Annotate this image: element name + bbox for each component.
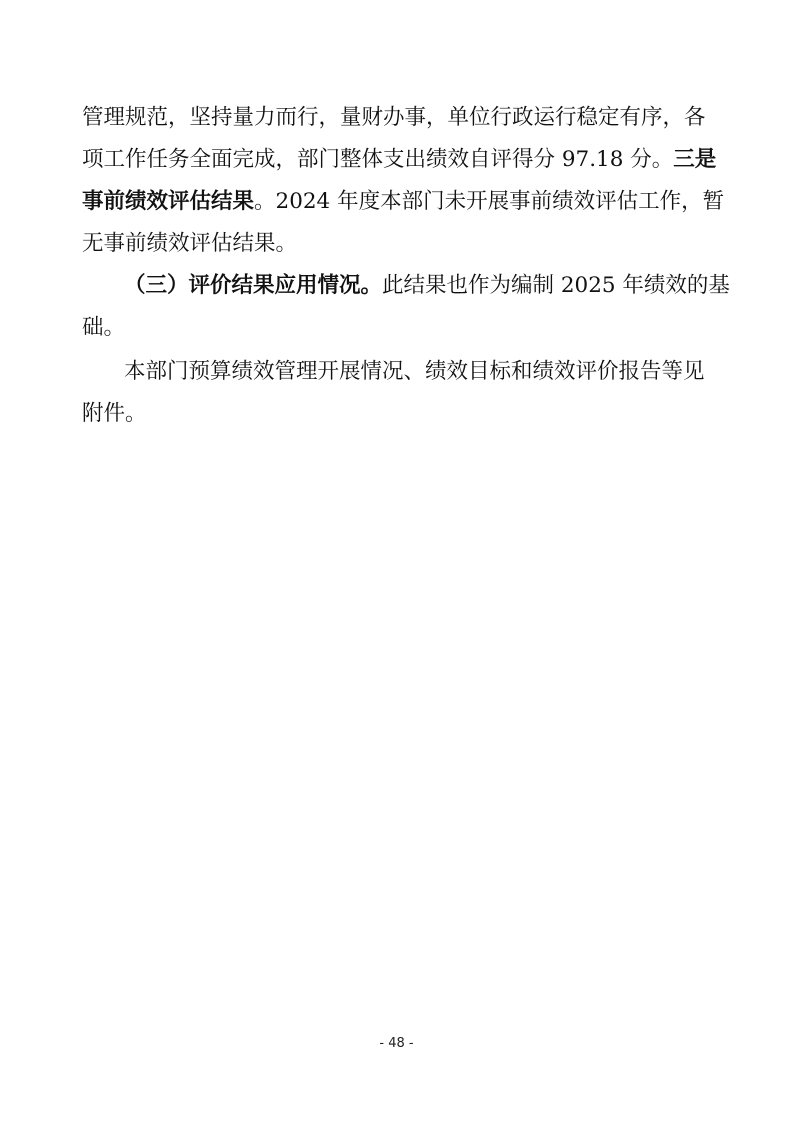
section-heading: （三）评价结果应用情况。	[124, 273, 383, 298]
paragraph-line	[82, 182, 725, 222]
paragraph-line	[82, 308, 793, 348]
body-text: 本部门预算绩效管理开展情况、绩效目标和绩效评价报告等见	[124, 359, 705, 384]
body-text: 础。	[82, 315, 126, 340]
paragraph-line	[124, 352, 713, 392]
paragraph-line	[124, 266, 730, 306]
body-text: 项工作任务全面完成，部门整体支出绩效自评得分 97.18 分。	[82, 147, 674, 172]
page-number: - 48 -	[379, 1036, 414, 1051]
paragraph-line	[82, 394, 793, 434]
bold-heading-text: 事前绩效评估结果	[82, 189, 255, 214]
body-text: 附件。	[82, 401, 147, 426]
body-text: 。2024 年度本部门未开展事前绩效评估工作，暂	[254, 189, 725, 214]
body-text: 无事前绩效评估结果。	[82, 231, 298, 256]
paragraph-line	[82, 224, 793, 264]
bold-heading-text: 三是	[673, 147, 717, 172]
body-text: 此结果也作为编制 2025 年绩效的基	[382, 273, 730, 298]
paragraph-line	[82, 140, 717, 180]
paragraph-line	[82, 98, 713, 138]
body-text: 管理规范，坚持量力而行，量财办事，单位行政运行稳定有序，各	[82, 105, 706, 130]
